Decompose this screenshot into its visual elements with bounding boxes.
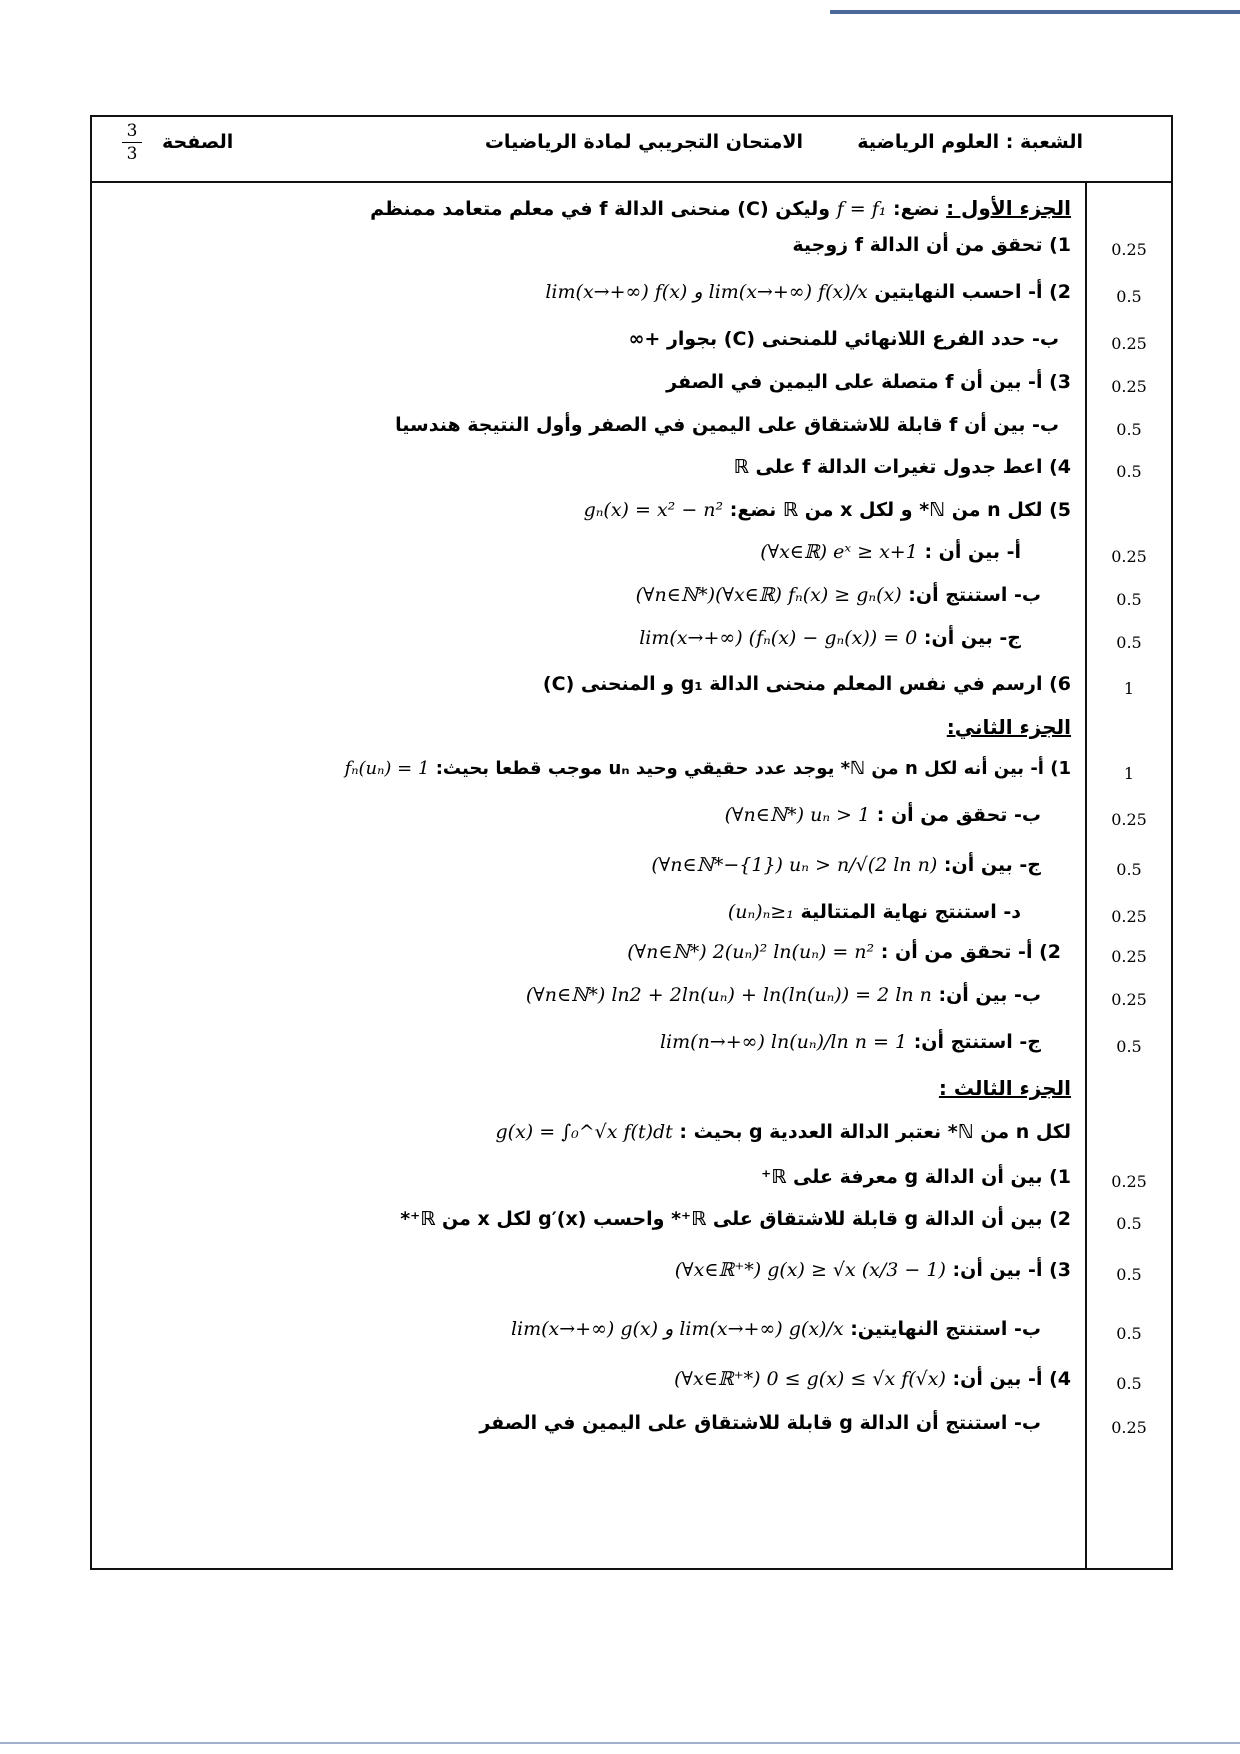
score: 0.25 (1111, 990, 1147, 1009)
score: 0.25 (1111, 547, 1147, 566)
score: 0.25 (1111, 1172, 1147, 1191)
part3-heading (92, 1072, 1171, 1112)
part2-heading (92, 711, 1171, 751)
part1-q5a: أ- بين أن : (∀x∈ℝ) eˣ ≥ x+1 0.25 (92, 537, 1171, 577)
part1-q2a: 2) أ- احسب النهايتين lim(x→+∞) f(x) و lim(x→+∞) f(x)/x 0.5 (92, 277, 1171, 317)
part3-intro: لكل n من ℕ* نعتبر الدالة العددية g بحيث : g(x) = ∫₀^√x f(t)dt (495, 1121, 1071, 1143)
part1-q3a: 3) أ- بين أن f متصلة على اليمين في الصفر 0.25 (92, 367, 1171, 407)
part1-intro: الجزء الأول : نضع: f = f₁ وليكن (C) منحنى الدالة f في معلم متعامد ممنظم (370, 196, 1071, 220)
part2-q2c: ج- استنتج أن: lim(n→+∞) ln(uₙ)/ln n = 1 0.5 (92, 1027, 1171, 1067)
part2-q1b: ب- تحقق من أن : (∀n∈ℕ*) uₙ > 1 0.25 (92, 800, 1171, 840)
part3-q4b: ب- استنتج أن الدالة g قابلة للاشتقاق على اليمين في الصفر 0.25 (92, 1408, 1171, 1448)
score: 0.25 (1111, 377, 1147, 396)
score: 0.5 (1116, 1037, 1142, 1056)
branch-label: الشعبة : العلوم الرياضية (857, 131, 1083, 153)
score: 0.5 (1116, 1324, 1142, 1343)
part1-title: الجزء الأول : (946, 196, 1071, 220)
score: 0.5 (1116, 860, 1142, 879)
part1-q2b: ب- حدد الفرع اللانهائي للمنحنى (C) بجوار +∞ 0.25 (92, 324, 1171, 364)
part2-title: الجزء الثاني: (946, 715, 1071, 739)
page-number: 3 3 (122, 121, 142, 164)
part3-q4a: 4) أ- بين أن: (∀x∈ℝ⁺*) 0 ≤ g(x) ≤ √x f(√x) 0.5 (92, 1364, 1171, 1404)
exam-header (92, 117, 1171, 183)
score: 0.5 (1116, 287, 1142, 306)
part2-q2a: 2) أ- تحقق من أن : (∀n∈ℕ*) 2(uₙ)² ln(uₙ) = n² 0.25 (92, 937, 1171, 977)
score: 0.5 (1116, 1374, 1142, 1393)
part1-q1: 1) تحقق من أن الدالة f زوجية 0.25 (92, 230, 1171, 270)
part1-q5: 5) لكل n من ℕ* و لكل x من ℝ نضع: gₙ(x) = x² − n² (583, 499, 1071, 521)
score: 0.5 (1116, 420, 1142, 439)
score: 0.5 (1116, 590, 1142, 609)
part2-q1c: ج- بين أن: (∀n∈ℕ*−{1}) uₙ > n/√(2 ln n) 0.5 (92, 850, 1171, 890)
scan-edge-top (830, 10, 1240, 14)
page-label: الصفحة (162, 131, 234, 153)
score: 0.25 (1111, 240, 1147, 259)
score: 0.25 (1111, 947, 1147, 966)
score: 0.25 (1111, 334, 1147, 353)
part1-q6: 6) ارسم في نفس المعلم منحنى الدالة g₁ و المنحنى (C) 1 (92, 669, 1171, 709)
part3-title: الجزء الثالث : (938, 1076, 1071, 1100)
part3-q2: 2) بين أن الدالة g قابلة للاشتقاق على ℝ⁺* واحسب g′(x) لكل x من ℝ⁺* 0.5 (92, 1204, 1171, 1244)
part3-q1: 1) بين أن الدالة g معرفة على ℝ⁺ 0.25 (92, 1162, 1171, 1202)
part1-q5b: ب- استنتج أن: (∀n∈ℕ*)(∀x∈ℝ) fₙ(x) ≥ gₙ(x) 0.5 (92, 580, 1171, 620)
part3-q3a: 3) أ- بين أن: (∀x∈ℝ⁺*) g(x) ≥ √x (x/3 − 1) 0.5 (92, 1255, 1171, 1295)
part1-q3b: ب- بين أن f قابلة للاشتقاق على اليمين في الصفر وأول النتيجة هندسيا 0.5 (92, 410, 1171, 450)
score: 0.5 (1116, 633, 1142, 652)
part1-q5c: ج- بين أن: lim(x→+∞) (fₙ(x) − gₙ(x)) = 0 0.5 (92, 623, 1171, 663)
part3-q3b: ب- استنتج النهايتين: lim(x→+∞) g(x) و lim(x→+∞) g(x)/x 0.5 (92, 1314, 1171, 1354)
part2-q1a: 1) أ- بين أنه لكل n من ℕ* يوجد عدد حقيقي وحيد uₙ موجب قطعا بحيث: fₙ(uₙ) = 1 1 (92, 754, 1171, 794)
score: 0.5 (1116, 462, 1142, 481)
score: 1 (1123, 679, 1135, 698)
score: 0.5 (1116, 1214, 1142, 1233)
score: 1 (1123, 764, 1135, 783)
score: 0.25 (1111, 907, 1147, 926)
part2-q2b: ب- بين أن: (∀n∈ℕ*) ln2 + 2ln(uₙ) + ln(ln(uₙ)) = 2 ln n 0.25 (92, 980, 1171, 1020)
score: 0.25 (1111, 810, 1147, 829)
exam-frame (90, 115, 1173, 1570)
score: 0.25 (1111, 1418, 1147, 1437)
scan-edge-bottom (0, 1742, 1240, 1744)
score: 0.5 (1116, 1265, 1142, 1284)
exam-title: الامتحان التجريبي لمادة الرياضيات (484, 131, 803, 153)
part1-q4: 4) اعط جدول تغيرات الدالة f على ℝ 0.5 (92, 452, 1171, 492)
part2-q1d: د- استنتج نهاية المتتالية (uₙ)ₙ≥₁ 0.25 (92, 897, 1171, 937)
